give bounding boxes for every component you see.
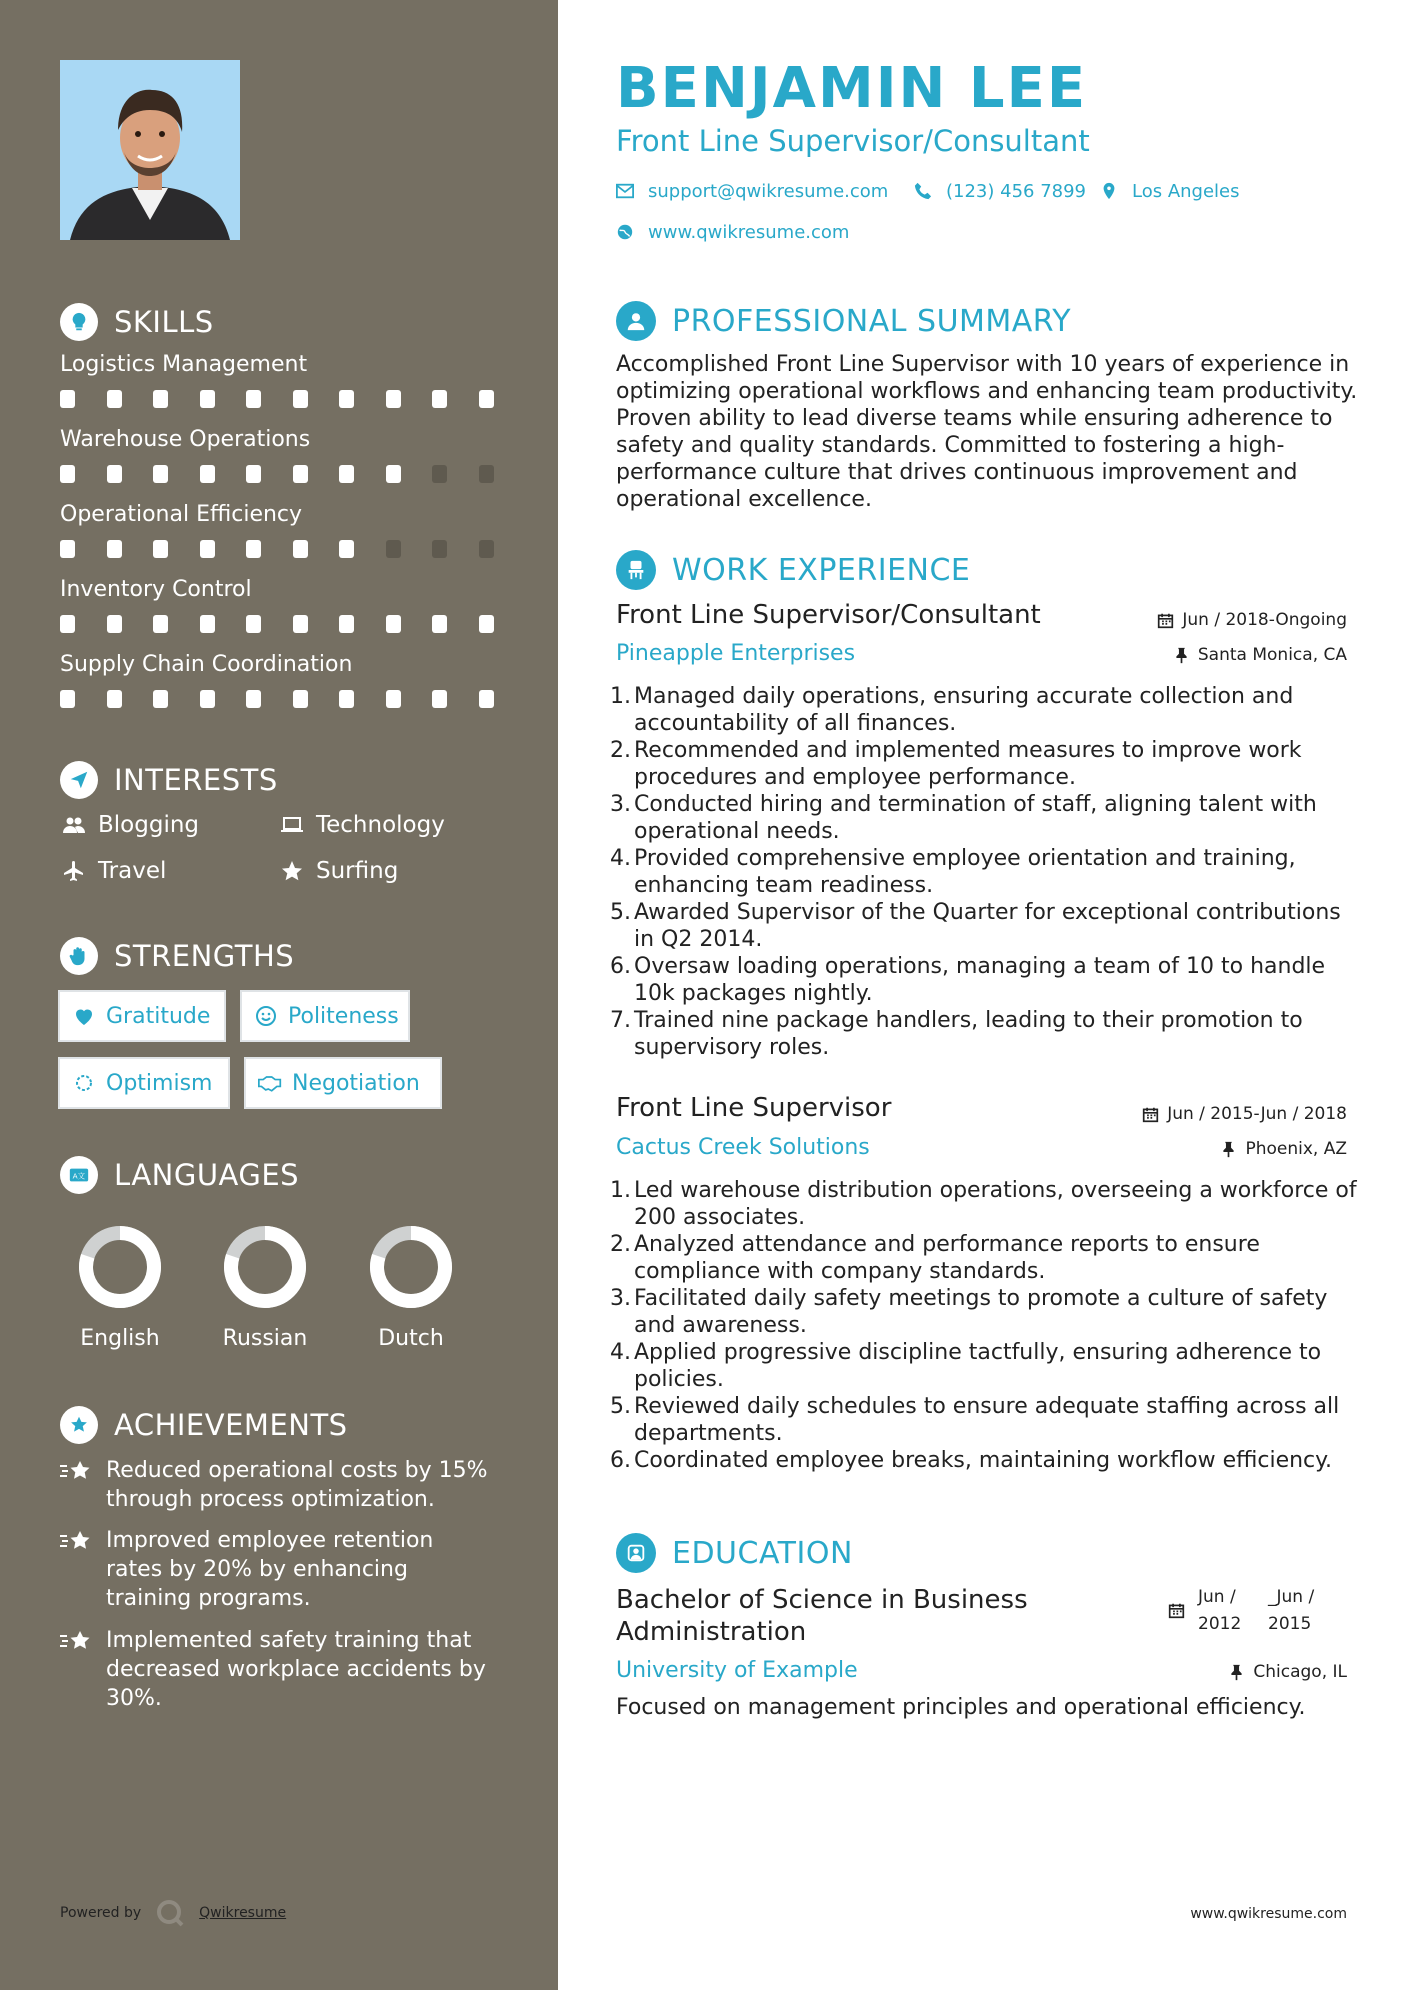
skill-dot bbox=[386, 690, 401, 708]
skill-dot bbox=[107, 390, 122, 408]
candidate-title: Front Line Supervisor/Consultant bbox=[616, 124, 1090, 158]
sun-icon bbox=[72, 1071, 96, 1095]
duty-number: 2. bbox=[610, 1232, 631, 1257]
website-text: www.qwikresume.com bbox=[648, 221, 850, 243]
skill-dot bbox=[479, 615, 494, 633]
skill-dot bbox=[200, 690, 215, 708]
skill-rating bbox=[60, 615, 500, 635]
job-location-text: Santa Monica, CA bbox=[1197, 645, 1347, 665]
skill-name: Logistics Management bbox=[60, 352, 308, 377]
smile-icon bbox=[254, 1004, 278, 1028]
job-location-text: Phoenix, AZ bbox=[1245, 1139, 1347, 1159]
envelope-icon bbox=[616, 182, 634, 200]
duty-item bbox=[610, 845, 1361, 899]
skill-dot bbox=[200, 465, 215, 483]
duty-number: 1. bbox=[610, 1178, 631, 1203]
duty-number: 2. bbox=[610, 738, 631, 763]
skill-dot bbox=[107, 615, 122, 633]
skill-dot bbox=[293, 465, 308, 483]
duty-text: Conducted hiring and termination of staff, aligning talent with operational needs. bbox=[634, 792, 1317, 844]
achievement-text: Improved employee retention rates by 20% by enhancing training programs. bbox=[106, 1528, 434, 1611]
duty-item bbox=[610, 1177, 1361, 1231]
candidate-name: BENJAMIN LEE bbox=[616, 56, 1088, 121]
strength-label: Negotiation bbox=[292, 1070, 420, 1096]
job-dates-text: Jun / 2018-Ongoing bbox=[1182, 610, 1347, 630]
skill-dot bbox=[60, 465, 75, 483]
phone-icon bbox=[914, 182, 932, 200]
interest-item bbox=[278, 856, 398, 886]
duty-item bbox=[610, 1007, 1361, 1061]
education-location bbox=[1228, 1662, 1347, 1682]
pushpin-icon bbox=[1220, 1141, 1237, 1158]
sidebar bbox=[0, 0, 558, 1990]
calendar-icon bbox=[1157, 612, 1174, 629]
duty-number: 5. bbox=[610, 1394, 631, 1419]
star-burst-icon bbox=[60, 1526, 92, 1613]
skills-title: SKILLS bbox=[114, 305, 214, 339]
strength-tag bbox=[58, 990, 226, 1042]
language-name: English bbox=[80, 1326, 160, 1351]
duty-item bbox=[610, 1285, 1361, 1339]
job-dates-text: Jun / 2015-Jun / 2018 bbox=[1167, 1104, 1347, 1124]
skill-dot bbox=[386, 540, 401, 558]
achievements-heading bbox=[60, 1405, 348, 1445]
skill-dot bbox=[339, 690, 354, 708]
skill-rating bbox=[60, 690, 500, 710]
skills-heading bbox=[60, 302, 214, 342]
strength-label: Politeness bbox=[288, 1003, 399, 1029]
achievement-text: Reduced operational costs by 15% through process optimization. bbox=[106, 1458, 488, 1512]
language-name: Russian bbox=[222, 1326, 308, 1351]
profile-photo bbox=[60, 60, 240, 240]
strengths-heading bbox=[60, 936, 294, 976]
contact-website[interactable] bbox=[616, 220, 849, 244]
skill-item bbox=[60, 500, 500, 560]
skill-dot bbox=[200, 615, 215, 633]
skill-dot bbox=[246, 390, 261, 408]
achievements-title: ACHIEVEMENTS bbox=[114, 1408, 348, 1442]
duty-number: 3. bbox=[610, 792, 631, 817]
duty-number: 4. bbox=[610, 1340, 631, 1365]
skill-dot bbox=[153, 390, 168, 408]
summary-text: Accomplished Front Line Supervisor with 10 years of experience in optimizing operational workflows and enhancing team productivity. Proven ability to lead diverse teams while ensuring adherence to safety and quality standards. Committed to fostering a high-performance culture that drives continuous improvement and operational excellence. bbox=[616, 352, 1358, 512]
skill-dot bbox=[339, 465, 354, 483]
skill-dot bbox=[386, 615, 401, 633]
skill-dot bbox=[60, 390, 75, 408]
duty-text: Facilitated daily safety meetings to promote a culture of safety and awareness. bbox=[634, 1286, 1328, 1338]
skill-dot bbox=[246, 690, 261, 708]
education-start-date: Jun / 2012 bbox=[1198, 1587, 1242, 1634]
skill-dot bbox=[153, 540, 168, 558]
star-icon bbox=[278, 859, 306, 883]
duty-text: Led warehouse distribution operations, overseeing a workforce of 200 associates. bbox=[634, 1178, 1357, 1230]
skill-dot bbox=[386, 465, 401, 483]
interest-label: Technology bbox=[316, 812, 445, 838]
duty-item bbox=[610, 737, 1361, 791]
duty-text: Applied progressive discipline tactfully, ensuring adherence to policies. bbox=[634, 1340, 1322, 1392]
skill-dot bbox=[153, 465, 168, 483]
skill-dot bbox=[153, 690, 168, 708]
phone-text: (123) 456 7899 bbox=[946, 180, 1087, 202]
language-item bbox=[346, 1222, 476, 1351]
strength-tag bbox=[244, 1057, 442, 1109]
language-name: Dutch bbox=[378, 1326, 444, 1351]
skill-dot bbox=[479, 690, 494, 708]
skill-item bbox=[60, 575, 500, 635]
duty-item bbox=[610, 899, 1361, 953]
duty-text: Provided comprehensive employee orientation and training, enhancing team readiness. bbox=[634, 846, 1296, 898]
skill-dot bbox=[200, 390, 215, 408]
job-location bbox=[1220, 1139, 1347, 1159]
skill-dot bbox=[246, 465, 261, 483]
job-dates bbox=[1157, 610, 1347, 630]
skill-dot bbox=[246, 615, 261, 633]
job-duties bbox=[610, 683, 1361, 1061]
achievement-item bbox=[60, 1526, 500, 1613]
skill-dot bbox=[432, 465, 447, 483]
skill-rating bbox=[60, 465, 500, 485]
svg-text:A文: A文 bbox=[72, 1171, 85, 1181]
email-text: support@qwikresume.com bbox=[648, 180, 889, 202]
duty-text: Recommended and implemented measures to improve work procedures and employee performance. bbox=[634, 738, 1302, 790]
duty-item bbox=[610, 953, 1361, 1007]
duty-number: 7. bbox=[610, 1008, 631, 1033]
language-donut bbox=[220, 1222, 310, 1312]
strength-tag bbox=[240, 990, 410, 1042]
skill-dot bbox=[339, 390, 354, 408]
interests-heading bbox=[60, 760, 278, 800]
duty-item bbox=[610, 1231, 1361, 1285]
skill-dot bbox=[432, 540, 447, 558]
duty-number: 1. bbox=[610, 684, 631, 709]
job-dates bbox=[1142, 1104, 1347, 1124]
job-title: Front Line Supervisor/Consultant bbox=[616, 600, 1041, 630]
job-title: Front Line Supervisor bbox=[616, 1093, 892, 1123]
lightbulb-icon bbox=[60, 303, 98, 341]
calendar-icon bbox=[1168, 1602, 1185, 1624]
skill-name: Supply Chain Coordination bbox=[60, 652, 353, 677]
education-location-text: Chicago, IL bbox=[1253, 1662, 1347, 1682]
contact-phone[interactable] bbox=[914, 179, 1086, 203]
duty-text: Reviewed daily schedules to ensure adequate staffing across all departments. bbox=[634, 1394, 1340, 1446]
skill-dot bbox=[60, 540, 75, 558]
language-donut bbox=[75, 1222, 165, 1312]
skill-dot bbox=[246, 540, 261, 558]
interest-item bbox=[278, 810, 445, 840]
duty-text: Trained nine package handlers, leading to their promotion to supervisory roles. bbox=[634, 1008, 1303, 1060]
skill-dot bbox=[339, 615, 354, 633]
job-location bbox=[1173, 645, 1347, 665]
skill-dot bbox=[386, 390, 401, 408]
chair-icon bbox=[616, 550, 656, 590]
skill-dot bbox=[200, 540, 215, 558]
star-burst-icon bbox=[60, 1456, 92, 1514]
pushpin-icon bbox=[1228, 1664, 1245, 1681]
duty-number: 6. bbox=[610, 1448, 631, 1473]
degree-title: Bachelor of Science in Business Administration bbox=[616, 1585, 1028, 1647]
interest-label: Surfing bbox=[316, 858, 399, 884]
skill-dot bbox=[107, 465, 122, 483]
work-title: WORK EXPERIENCE bbox=[672, 552, 971, 588]
languages-title: LANGUAGES bbox=[114, 1158, 300, 1192]
user-icon bbox=[616, 301, 656, 341]
duty-text: Oversaw loading operations, managing a team of 10 to handle 10k packages nightly. bbox=[634, 954, 1326, 1006]
strength-label: Gratitude bbox=[106, 1003, 211, 1029]
heart-icon bbox=[72, 1004, 96, 1028]
interest-item bbox=[60, 810, 199, 840]
skill-name: Operational Efficiency bbox=[60, 502, 303, 527]
contact-location bbox=[1100, 179, 1240, 203]
skill-dot bbox=[107, 540, 122, 558]
skill-dot bbox=[479, 465, 494, 483]
skill-dot bbox=[432, 390, 447, 408]
duty-number: 5. bbox=[610, 900, 631, 925]
handshake-icon bbox=[258, 1071, 282, 1095]
duty-number: 4. bbox=[610, 846, 631, 871]
footer-url[interactable]: www.qwikresume.com bbox=[1190, 1906, 1347, 1922]
skill-dot bbox=[153, 615, 168, 633]
education-dates bbox=[1168, 1584, 1328, 1644]
qwikresume-link[interactable]: Qwikresume bbox=[199, 1905, 287, 1921]
pushpin-icon bbox=[1173, 647, 1190, 664]
interests-title: INTERESTS bbox=[114, 763, 278, 797]
language-item bbox=[55, 1222, 185, 1351]
qwikresume-logo-icon bbox=[155, 1898, 185, 1928]
achievement-item bbox=[60, 1456, 500, 1514]
powered-by-label: Powered by bbox=[60, 1905, 142, 1921]
strengths-title: STRENGTHS bbox=[114, 939, 295, 973]
strength-label: Optimism bbox=[106, 1070, 213, 1096]
education-heading bbox=[616, 1532, 853, 1574]
duty-number: 6. bbox=[610, 954, 631, 979]
duty-item bbox=[610, 791, 1361, 845]
trophy-star-icon bbox=[60, 1406, 98, 1444]
duty-text: Coordinated employee breaks, maintaining workflow efficiency. bbox=[634, 1448, 1333, 1473]
school-name: University of Example bbox=[616, 1658, 858, 1683]
skill-dot bbox=[293, 390, 308, 408]
powered-by bbox=[60, 1898, 286, 1928]
company-name: Cactus Creek Solutions bbox=[616, 1135, 870, 1160]
skill-dot bbox=[107, 690, 122, 708]
duty-number: 3. bbox=[610, 1286, 631, 1311]
duty-text: Analyzed attendance and performance reports to ensure compliance with company standards. bbox=[634, 1232, 1260, 1284]
globe-icon bbox=[616, 223, 634, 241]
skill-name: Inventory Control bbox=[60, 577, 252, 602]
job-duties bbox=[610, 1177, 1361, 1474]
education-end-date: _Jun / 2015 bbox=[1268, 1587, 1315, 1634]
contact-email[interactable] bbox=[616, 179, 888, 203]
skill-rating bbox=[60, 390, 500, 410]
skill-dot bbox=[479, 540, 494, 558]
strength-tag bbox=[58, 1057, 230, 1109]
skill-dot bbox=[60, 615, 75, 633]
interest-label: Travel bbox=[98, 858, 167, 884]
translate-icon bbox=[60, 1156, 98, 1194]
skill-dot bbox=[479, 390, 494, 408]
education-title: EDUCATION bbox=[672, 1535, 853, 1571]
achievement-item bbox=[60, 1626, 500, 1713]
summary-title: PROFESSIONAL SUMMARY bbox=[672, 303, 1072, 339]
skill-dot bbox=[60, 690, 75, 708]
interest-item bbox=[60, 856, 166, 886]
education-description: Focused on management principles and operational efficiency. bbox=[616, 1695, 1306, 1720]
duty-item bbox=[610, 1339, 1361, 1393]
users-icon bbox=[60, 813, 88, 837]
skill-dot bbox=[432, 690, 447, 708]
language-donut bbox=[366, 1222, 456, 1312]
duty-text: Awarded Supervisor of the Quarter for exceptional contributions in Q2 2014. bbox=[634, 900, 1341, 952]
plane-icon bbox=[60, 859, 88, 883]
skill-dot bbox=[293, 690, 308, 708]
paper-plane-icon bbox=[60, 761, 98, 799]
skill-dot bbox=[339, 540, 354, 558]
achievement-text: Implemented safety training that decreased workplace accidents by 30%. bbox=[106, 1628, 486, 1711]
skill-item bbox=[60, 650, 500, 710]
skill-dot bbox=[432, 615, 447, 633]
duty-item bbox=[610, 1447, 1361, 1474]
interest-label: Blogging bbox=[98, 812, 200, 838]
skill-dot bbox=[293, 540, 308, 558]
skill-rating bbox=[60, 540, 500, 560]
skill-item bbox=[60, 425, 500, 485]
duty-item bbox=[610, 683, 1361, 737]
language-item bbox=[200, 1222, 330, 1351]
map-pin-icon bbox=[1100, 182, 1118, 200]
skill-dot bbox=[293, 615, 308, 633]
location-text: Los Angeles bbox=[1132, 180, 1240, 202]
hand-icon bbox=[60, 937, 98, 975]
work-heading bbox=[616, 549, 970, 591]
graduate-icon bbox=[616, 1533, 656, 1573]
star-burst-icon bbox=[60, 1626, 92, 1713]
summary-heading bbox=[616, 300, 1071, 342]
calendar-icon bbox=[1142, 1106, 1159, 1123]
company-name: Pineapple Enterprises bbox=[616, 641, 856, 666]
skill-name: Warehouse Operations bbox=[60, 427, 311, 452]
duty-item bbox=[610, 1393, 1361, 1447]
skill-item bbox=[60, 350, 500, 410]
duty-text: Managed daily operations, ensuring accurate collection and accountability of all finances. bbox=[634, 684, 1294, 736]
laptop-icon bbox=[278, 813, 306, 837]
languages-heading bbox=[60, 1155, 299, 1195]
